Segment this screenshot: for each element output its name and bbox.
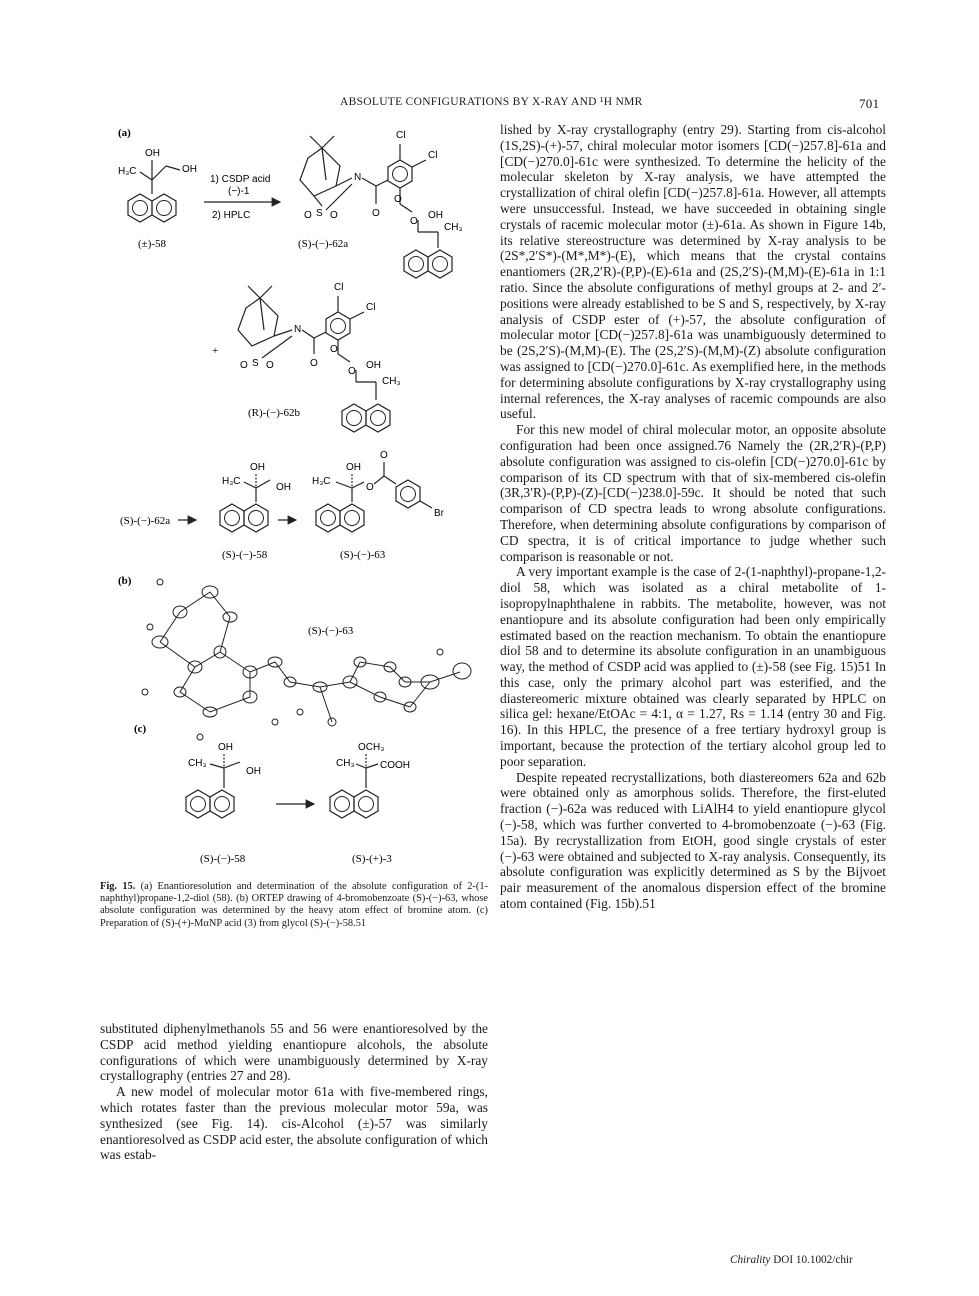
svg-text:Cl: Cl	[428, 150, 438, 161]
svg-text:CH₃: CH₃	[336, 758, 355, 769]
structure-c-58	[186, 742, 261, 818]
reagent-arrow-a	[204, 174, 280, 221]
svg-text:O: O	[394, 194, 402, 205]
panel-label-b: (b)	[118, 575, 132, 587]
svg-text:CH₃: CH₃	[382, 376, 401, 387]
svg-text:CH₃: CH₃	[188, 758, 207, 769]
doi: DOI 10.1002/chir	[773, 1254, 853, 1266]
label-62b: (R)-(−)-62b	[248, 407, 301, 419]
label-c-58: (S)-(−)-58	[200, 853, 246, 865]
right-paragraph-4: Despite repeated recrystallizations, both diastereomers 62a and 62b were obtained only as amorphous solids. Therefore, the first-eluted fraction (−)-62a was reduced with LiAlH4 to yield enantiopure glycol (−)-58, which was further converted to 4-bromobenzoate (−)-63 (Fig. 15a). By recrystallization from EtOH, good single crystals of ester (−)-63 were obtained and subjected to X-ray analysis. Consequently, its absolute configuration was explicitly determined as S by the Bijvoet pair measurement of the anomalous dispersion effect of the bromine atom contained (Fig. 15b).51	[500, 769, 886, 912]
svg-text:H₃C: H₃C	[222, 476, 241, 487]
structure-rac-58	[118, 148, 197, 222]
structure-62a	[300, 130, 463, 278]
svg-text:O: O	[366, 482, 374, 493]
svg-text:COOH: COOH	[380, 760, 410, 771]
svg-text:OH: OH	[276, 482, 291, 493]
svg-text:OH: OH	[246, 766, 261, 777]
page-number: 701	[859, 96, 880, 111]
panel-label-c: (c)	[134, 723, 147, 735]
svg-text:O: O	[304, 210, 312, 221]
svg-text:N: N	[294, 324, 302, 335]
figure-15	[100, 122, 490, 892]
left-column	[100, 1021, 488, 1163]
figure-caption	[100, 881, 488, 930]
label-62a: (S)-(−)-62a	[298, 238, 349, 250]
ortep-drawing	[142, 579, 471, 740]
caption-label: Fig. 15.	[100, 881, 136, 892]
svg-text:(−)-1: (−)-1	[228, 186, 250, 197]
svg-text:OH: OH	[428, 210, 443, 221]
running-header	[0, 96, 979, 112]
journal-name: Chirality	[730, 1254, 771, 1266]
right-paragraph-1: lished by X-ray crystallography (entry 29). Starting from cis-alcohol (1S,2S)-(+)-57, chiral molecular motor isomers [CD(−)257.8]-61a and [CD(−)270.0]-61c were synthesized. To determine the helicity of the molecular skeleton by X-ray analysis, we have attempted the crystallization of chiral olefin [CD(−)257.8]-61a. However, all attempts were unsuccessful. Instead, we have succeeded in obtaining single crystals of racemic molecular motor (±)-61a. As shown in Figure 14b, its relative stereostructure was determined by X-ray analysis to be (2S*,2′S*)-(M*,M*)-(E), which means that the crystal contains enantiomers (2R,2′R)-(P,P)-(E)-61a and (2S,2′S)-(M,M)-(E)-61a in 1:1 ratio. Since the absolute configurations of methyl groups at 2- and 2′-positions were already established to be S and S, respectively, by X-ray analysis of CSDP ester of (+)-57, the absolute configuration of molecular motor [CD(−)257.8]-61a was unambiguously determined to be (2S,2′S)-(M,M)-(E). The (2S,2′S)-(M,M)-(Z) absolute configuration was assigned to [CD(−)270.0]-61c. As exemplified here, in the methods for determining absolute configurations by X-ray crystallography using internal references, the X-ray analyses of racemic compounds are also useful.	[500, 122, 886, 422]
label-s-63-ortep: (S)-(−)-63	[308, 625, 354, 637]
svg-text:O: O	[410, 216, 418, 227]
right-paragraph-3: A very important example is the case of 2-(1-naphthyl)-propane-1,2-diol 58, which was isolated as a chiral metabolite of 1-isopropylnaphthalene in rabbits. The metabolite, however, was not enantiopure and its absolute configuration had been only empirically estimated based on the reaction mechanism. To obtain the enantiopure diol 58 and to determine its absolute configuration in an unambiguous way, the method of CSDP acid was applied to (±)-58 (see Fig. 15)51 In this case, only the primary alcohol part was esterified, and the diastereomeric mixture obtained was clearly separated by HPLC on silica gel: hexane/EtOAc = 4:1, α = 1.27, Rs = 1.14 (entry 30 and Fig. 16). In this HPLC, the presence of a free tertiary hydroxyl group is important, because the protection of the tertiary alcohol group led to poor separation.	[500, 564, 886, 769]
svg-text:1) CSDP acid: 1) CSDP acid	[210, 174, 271, 185]
svg-text:2) HPLC: 2) HPLC	[212, 210, 251, 221]
svg-text:O: O	[240, 360, 248, 371]
svg-text:Cl: Cl	[366, 302, 376, 313]
label-62a-start: (S)-(−)-62a	[120, 515, 171, 527]
label-c-3: (S)-(+)-3	[352, 853, 392, 865]
structure-s-63	[312, 450, 445, 532]
running-title: ABSOLUTE CONFIGURATIONS BY X-RAY AND ¹H NMR	[340, 96, 643, 108]
svg-text:O: O	[310, 358, 318, 369]
svg-text:OH: OH	[250, 462, 265, 473]
right-column	[500, 122, 886, 912]
svg-text:OH: OH	[218, 742, 233, 753]
structure-c-3	[330, 742, 410, 818]
svg-text:OH: OH	[182, 164, 197, 175]
svg-text:S: S	[252, 358, 259, 369]
svg-text:OCH₃: OCH₃	[358, 742, 385, 753]
label-rac-58: (±)-58	[138, 238, 167, 250]
svg-text:OH: OH	[346, 462, 361, 473]
caption-text: (a) Enantioresolution and determination of the absolute configuration of 2-(1-naphthyl)propane-1,2-diol (58). (b) ORTEP drawing of 4-bromobenzoate (S)-(−)-63, whose absolute configuration was determined by the heavy atom effect of bromine atom. (c) Preparation of (S)-(+)-MαNP acid (3) from glycol (S)-(−)-58.51	[100, 881, 488, 929]
left-paragraph-1: substituted diphenylmethanols 55 and 56 were enantioresolved by the CSDP acid method yielding enantiopure alcohols, the absolute configurations of which were unambiguously determined by X-ray crystallography (entries 27 and 28).	[100, 1021, 488, 1084]
svg-text:Cl: Cl	[396, 130, 406, 141]
left-paragraph-2: A new model of molecular motor 61a with five-membered rings, which rotates faster than the previous molecular motor 59a, was synthesized (see Fig. 14). cis-Alcohol (±)-57 was similarly enantioresolved as CSDP acid ester, the absolute configuration of which was estab-	[100, 1084, 488, 1163]
panel-label-a: (a)	[118, 127, 131, 139]
svg-text:CH₃: CH₃	[444, 222, 463, 233]
svg-text:OH: OH	[366, 360, 381, 371]
svg-text:Br: Br	[434, 508, 444, 519]
svg-text:O: O	[330, 344, 338, 355]
svg-text:O: O	[372, 208, 380, 219]
footer	[730, 1254, 853, 1266]
svg-text:H₃C: H₃C	[118, 166, 137, 177]
structure-s-58	[220, 462, 291, 532]
svg-text:N: N	[354, 172, 362, 183]
figure-15-drawing	[100, 122, 490, 882]
svg-text:O: O	[330, 210, 338, 221]
svg-text:O: O	[266, 360, 274, 371]
label-s-58: (S)-(−)-58	[222, 549, 268, 561]
svg-text:O: O	[348, 366, 356, 377]
svg-text:S: S	[316, 208, 323, 219]
svg-text:OH: OH	[145, 148, 160, 159]
svg-text:O: O	[380, 450, 388, 461]
plus-sign: +	[212, 345, 219, 357]
label-s-63: (S)-(−)-63	[340, 549, 386, 561]
svg-text:Cl: Cl	[334, 282, 344, 293]
right-paragraph-2: For this new model of chiral molecular motor, an opposite absolute configuration had been once assigned.76 Namely the (2R,2′R)-(P,P) absolute configuration was assigned to cis-olefin [CD(−)270.0]-61c by comparison of its CD spectrum with that of six-membered cis-olefin (3R,3′R)-(P,P)-(Z)-[CD(−)238.0]-59c. It should be noted that such comparison of CD spectra leads to wrong absolute configurations. Therefore, when determining absolute configurations by comparison of CD spectra, it is of critical importance to judge whether such comparison is reasonable or not.	[500, 422, 886, 564]
svg-text:H₃C: H₃C	[312, 476, 331, 487]
